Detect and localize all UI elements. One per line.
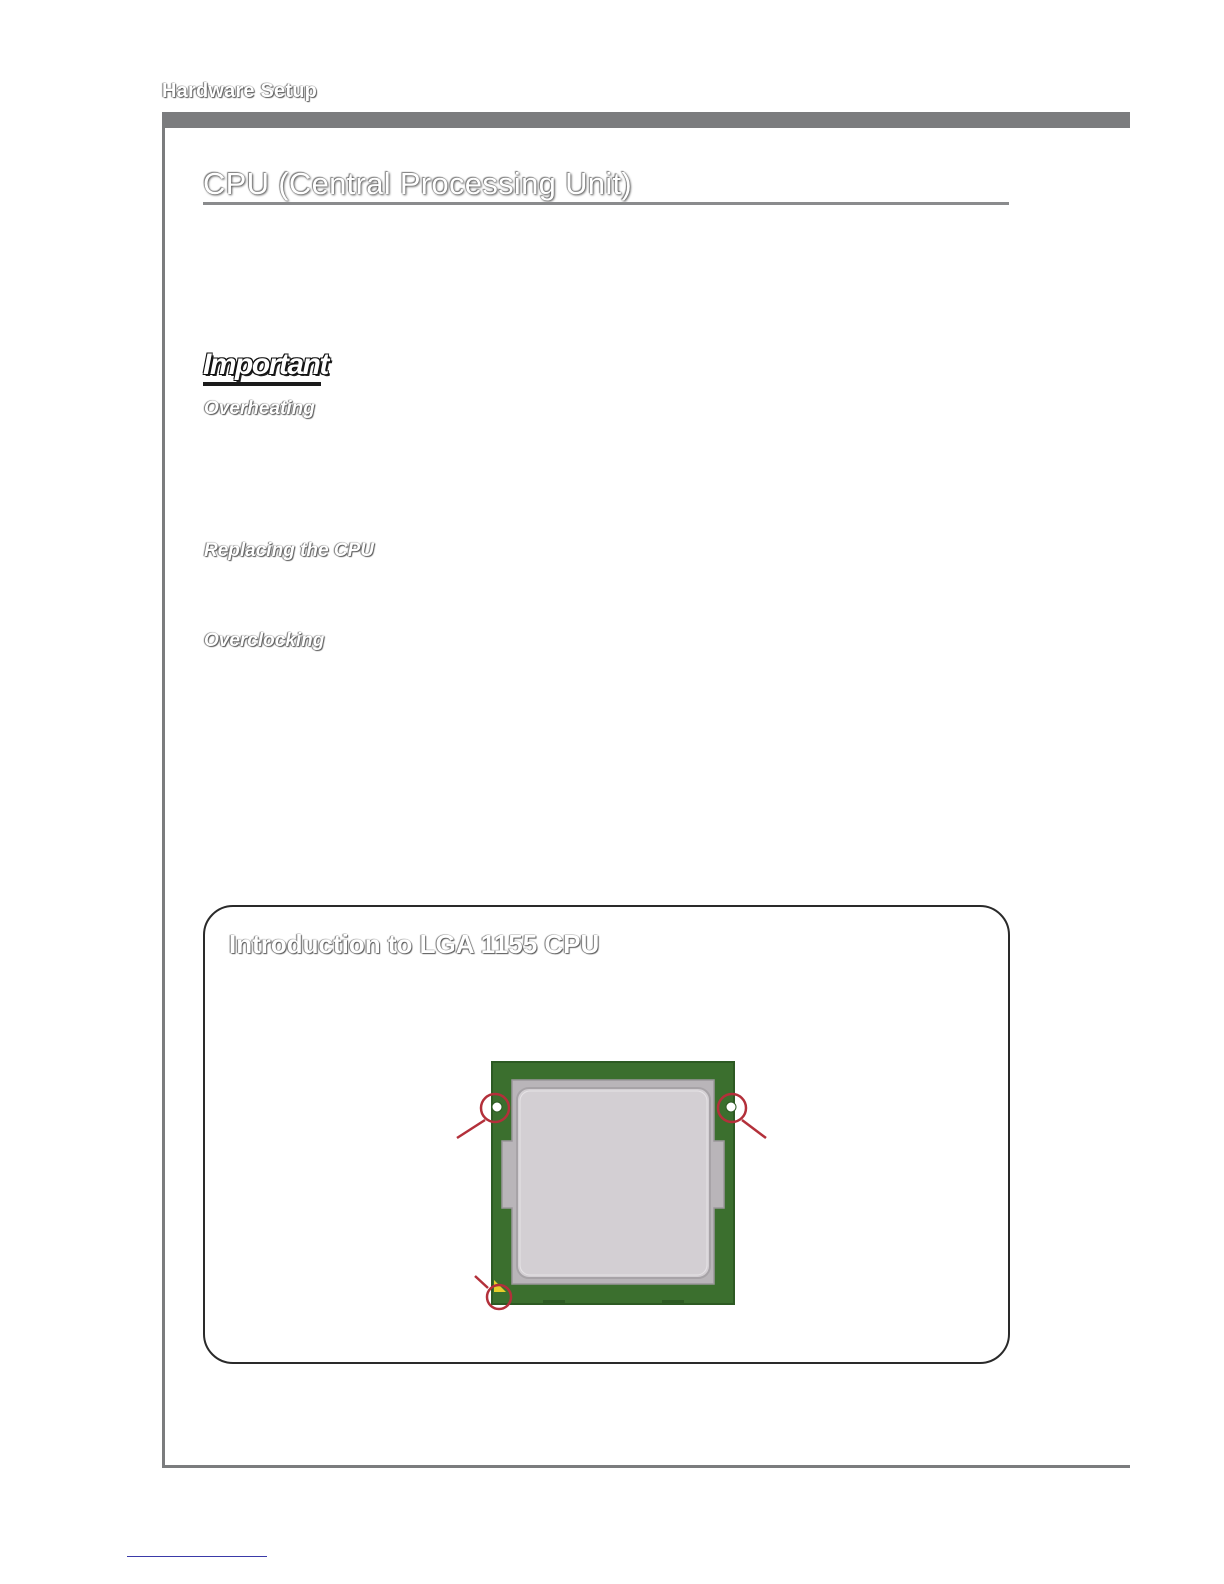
subheading-overclocking: Overclocking <box>204 630 325 651</box>
cpu-pcb-notch-left <box>543 1300 565 1304</box>
bottom-rule <box>162 1465 1130 1468</box>
cpu-illustration <box>450 1058 780 1318</box>
alignment-key-right <box>726 1102 736 1112</box>
left-margin-rule <box>162 112 165 1468</box>
footer-link-underline[interactable] <box>127 1556 267 1557</box>
alignment-key-left <box>492 1102 502 1112</box>
intro-box-title: Introduction to LGA 1155 CPU <box>229 929 600 959</box>
subheading-replacing-cpu: Replacing the CPU <box>204 540 374 561</box>
section-header: Hardware Setup <box>162 80 318 102</box>
header-bar <box>162 112 1130 128</box>
subheading-overheating: Overheating <box>204 398 315 419</box>
important-label: Important <box>203 348 328 381</box>
cpu-pcb-notch-right <box>662 1300 684 1304</box>
title-underline <box>203 202 1009 205</box>
cpu-heatspreader-top <box>517 1088 710 1278</box>
important-underline <box>203 382 321 386</box>
page-title: CPU (Central Processing Unit) <box>203 166 633 201</box>
